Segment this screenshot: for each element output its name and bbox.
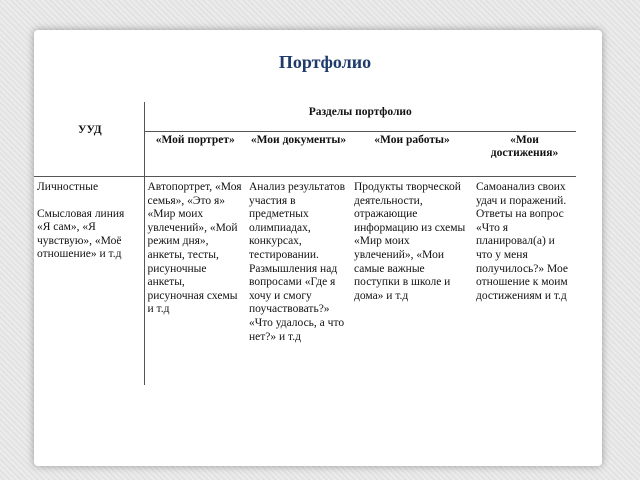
uud-title: Личностные bbox=[37, 181, 99, 193]
page-title: Портфолио bbox=[278, 52, 372, 72]
column-header-documents: «Мои документы» bbox=[250, 133, 347, 146]
portfolio-table bbox=[34, 102, 576, 385]
uud-text: Смысловая линия «Я сам», «Я чувствую», «Моё отношение» и т.д bbox=[37, 207, 125, 261]
uud-cell bbox=[34, 177, 144, 386]
column-header-achievements: «Мои достижения» bbox=[490, 133, 559, 160]
sections-header bbox=[144, 102, 576, 131]
header-row bbox=[34, 102, 576, 131]
uud-header: УУД bbox=[78, 124, 102, 136]
portfolio-table-container bbox=[34, 102, 576, 386]
spacer bbox=[37, 195, 141, 208]
column-header-portrait: «Мой портрет» bbox=[144, 131, 246, 176]
cell-portrait: Автопортрет, «Моя семья», «Это я» «Мир моих увлечений», «Мой режим дня», анкеты, тесты, рисуночные анкеты, рисуночная схемы и т.д bbox=[144, 177, 246, 386]
table-row bbox=[34, 177, 576, 386]
sections-header-label: Разделы портфолио bbox=[308, 106, 412, 118]
cell-works: Продукты творческой деятельности, отражающие информацию из схемы «Мир моих увлечений», «Мои самые важные поступки в школе и дома» и т.д bbox=[351, 177, 473, 386]
cell-achievements: Самоанализ своих удач и поражений. Ответы на вопрос «Что я планировал(а) и что у меня получилось?» Мое отношение к моим достижениям и т.д bbox=[473, 177, 576, 386]
cell-documents: Анализ результатов участия в предметных олимпиадах, конкурсах, тестировании. Размышления над вопросами «Где я хочу и смогу поучаствовать?» «Что удалось, а что нет?» и т.д bbox=[246, 177, 351, 386]
column-header-works: «Мои работы» bbox=[374, 133, 450, 146]
